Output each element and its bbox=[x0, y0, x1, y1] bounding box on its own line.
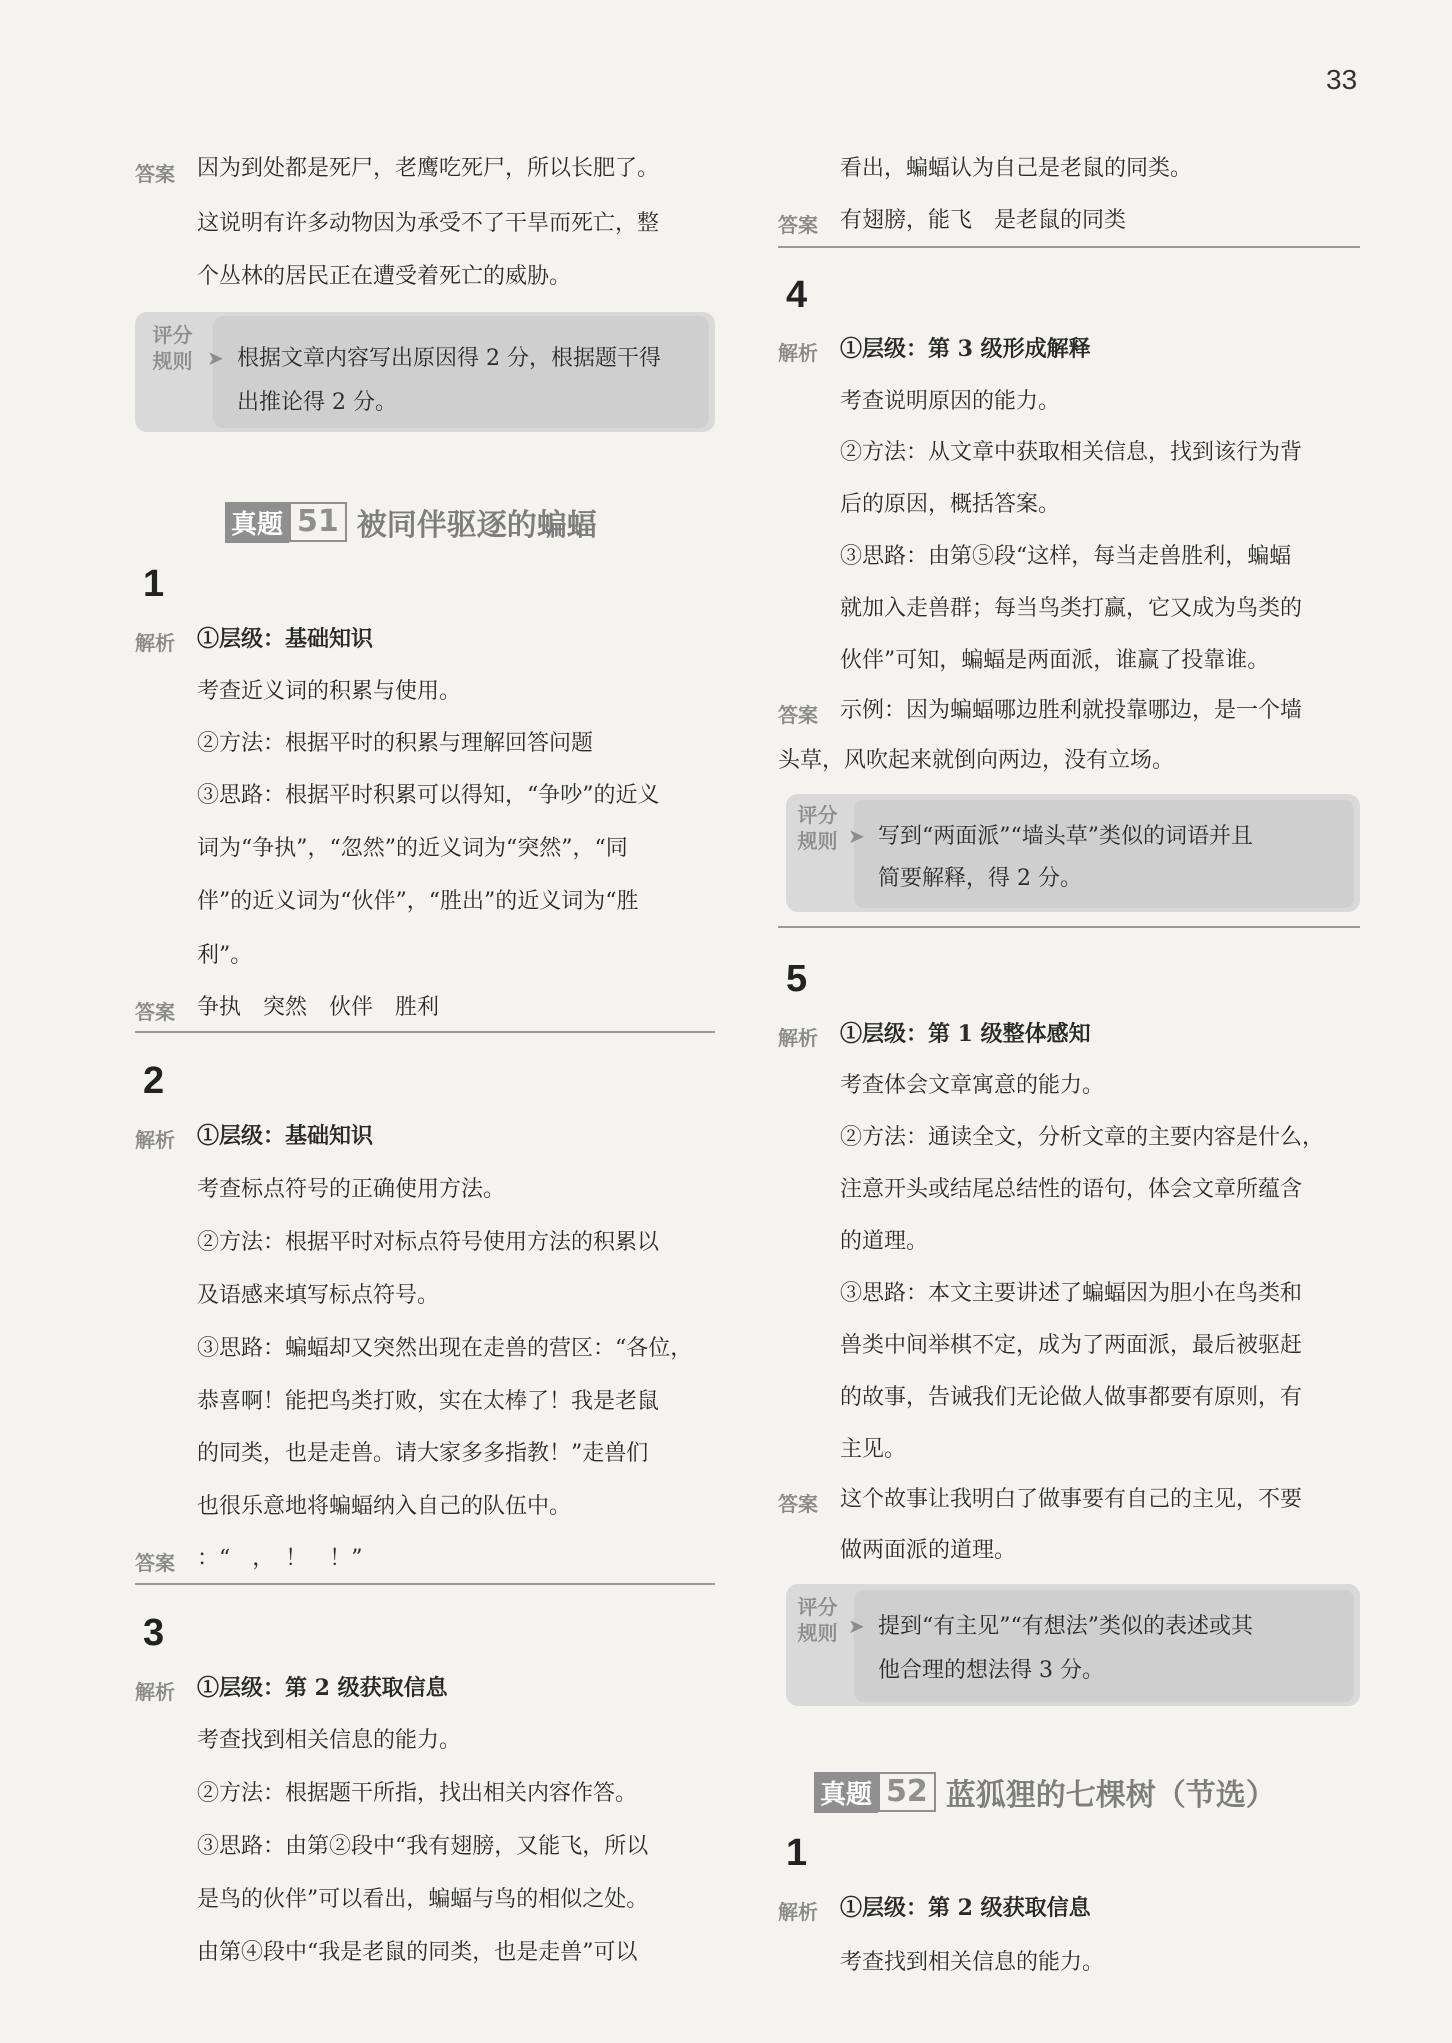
answer-line: 头草，风吹起来就倒向两边，没有立场。 bbox=[778, 748, 1175, 773]
divider bbox=[778, 926, 1360, 928]
analysis-tag: 解析 bbox=[778, 1026, 818, 1050]
analysis-idea: 兽类中间举棋不定，成为了两面派，最后被驱赶 bbox=[840, 1333, 1303, 1358]
scoring-rule-content bbox=[848, 800, 1354, 908]
scoring-rule-label: 评分 规则 bbox=[797, 1595, 838, 1645]
analysis-level-desc: 考查说明原因的能力。 bbox=[840, 389, 1061, 414]
analysis-method: ②方法：通读全文，分析文章的主要内容是什么， bbox=[840, 1125, 1325, 1150]
analysis-idea: ③思路：蝙蝠却又突然出现在走兽的营区：“各位， bbox=[197, 1336, 693, 1361]
question-number: 4 bbox=[786, 274, 808, 316]
analysis-level: ①层级：第 2 级获取信息 bbox=[840, 1895, 1091, 1921]
analysis-level: ①层级：第 3 级形成解释 bbox=[840, 336, 1091, 362]
question-number: 3 bbox=[143, 1612, 165, 1654]
section-title-51 bbox=[225, 500, 597, 544]
section-number: 52 bbox=[878, 1772, 936, 1812]
analysis-idea: ③思路：由第②段中“我有翅膀，又能飞，所以 bbox=[197, 1834, 649, 1859]
answer-line: 个丛林的居民正在遭受着死亡的威胁。 bbox=[197, 264, 572, 289]
section-label: 真题 bbox=[814, 1772, 878, 1813]
scoring-rule-content bbox=[207, 316, 709, 428]
analysis-idea: 由第④段中“我是老鼠的同类，也是走兽”可以 bbox=[197, 1940, 638, 1965]
analysis-idea: 词为“争执”，“忽然”的近义词为“突然”，“同 bbox=[197, 836, 628, 861]
analysis-method: ②方法：根据题干所指，找出相关内容作答。 bbox=[197, 1781, 638, 1806]
question-number: 1 bbox=[143, 563, 165, 605]
rule-line: 简要解释，得 2 分。 bbox=[878, 866, 1082, 891]
section-label: 真题 bbox=[225, 502, 289, 543]
analysis-idea: 利”。 bbox=[197, 943, 253, 968]
question-number: 1 bbox=[786, 1832, 808, 1874]
rule-line: 根据文章内容写出原因得 2 分，根据题干得 bbox=[237, 346, 661, 371]
analysis-level-desc: 考查近义词的积累与使用。 bbox=[197, 679, 462, 704]
answer-tag: 答案 bbox=[778, 213, 818, 237]
section-title-52 bbox=[814, 1770, 1276, 1814]
answer-line: 示例：因为蝙蝠哪边胜利就投靠哪边，是一个墙 bbox=[840, 698, 1303, 723]
analysis-idea: 伙伴”可知，蝙蝠是两面派，谁赢了投靠谁。 bbox=[840, 648, 1270, 673]
analysis-level: ①层级：第 2 级获取信息 bbox=[197, 1675, 448, 1701]
question-number: 5 bbox=[786, 958, 808, 1000]
scoring-rule-label: 评分 规则 bbox=[797, 803, 838, 853]
divider bbox=[135, 1583, 715, 1585]
answer-tag: 答案 bbox=[778, 1492, 818, 1516]
analysis-tag: 解析 bbox=[135, 1680, 175, 1704]
divider bbox=[778, 246, 1360, 248]
analysis-level: ①层级：基础知识 bbox=[197, 1123, 374, 1149]
answer-tag: 答案 bbox=[778, 703, 818, 727]
analysis-method: 注意开头或结尾总结性的语句，体会文章所蕴含 bbox=[840, 1177, 1303, 1202]
rule-line: 提到“有主见”“有想法”类似的表述或其 bbox=[878, 1614, 1253, 1639]
analysis-tag: 解析 bbox=[135, 1128, 175, 1152]
question-number: 2 bbox=[143, 1060, 165, 1102]
analysis-level: ①层级：第 1 级整体感知 bbox=[840, 1021, 1091, 1047]
analysis-method: ②方法：根据平时的积累与理解回答问题 bbox=[197, 731, 594, 756]
arrow-icon: ➤ bbox=[848, 1614, 865, 1638]
answer-line: 争执 突然 伙伴 胜利 bbox=[197, 995, 440, 1020]
answer-line: 这说明有许多动物因为承受不了干旱而死亡，整 bbox=[197, 211, 660, 236]
analysis-idea: ③思路：本文主要讲述了蝙蝠因为胆小在鸟类和 bbox=[840, 1281, 1303, 1306]
analysis-tag: 解析 bbox=[778, 341, 818, 365]
analysis-method: 的道理。 bbox=[840, 1229, 929, 1254]
rule-line: 出推论得 2 分。 bbox=[237, 390, 397, 415]
analysis-tag: 解析 bbox=[778, 1900, 818, 1924]
answer-tag: 答案 bbox=[135, 1551, 175, 1575]
answer-tag: 答案 bbox=[135, 1000, 175, 1024]
scoring-rule-content bbox=[848, 1590, 1354, 1702]
analysis-idea: ③思路：由第⑤段“这样，每当走兽胜利，蝙蝠 bbox=[840, 544, 1292, 569]
analysis-level: ①层级：基础知识 bbox=[197, 626, 374, 652]
rule-line: 他合理的想法得 3 分。 bbox=[878, 1658, 1104, 1683]
analysis-level-desc: 考查标点符号的正确使用方法。 bbox=[197, 1177, 506, 1202]
answer-line: 做两面派的道理。 bbox=[840, 1538, 1017, 1563]
analysis-idea: 主见。 bbox=[840, 1437, 907, 1462]
rule-line: 写到“两面派”“墙头草”类似的词语并且 bbox=[878, 824, 1253, 849]
analysis-idea: 伴”的近义词为“伙伴”，“胜出”的近义词为“胜 bbox=[197, 889, 639, 914]
answer-tag: 答案 bbox=[135, 162, 175, 186]
page-number: 33 bbox=[1326, 64, 1358, 95]
analysis-level-desc: 考查找到相关信息的能力。 bbox=[840, 1950, 1105, 1975]
section-text: 被同伴驱逐的蝙蝠 bbox=[356, 508, 597, 543]
answer-line: ：“ ， ！ ！” bbox=[197, 1546, 363, 1571]
analysis-method: ②方法：从文章中获取相关信息，找到该行为背 bbox=[840, 440, 1303, 465]
analysis-idea: 恭喜啊！能把鸟类打败，实在太棒了！我是老鼠 bbox=[197, 1389, 660, 1414]
scoring-rule-box bbox=[786, 1584, 1360, 1706]
arrow-icon: ➤ bbox=[848, 824, 865, 848]
section-text: 蓝狐狸的七棵树（节选） bbox=[945, 1778, 1276, 1813]
analysis-idea: 就加入走兽群；每当鸟类打赢，它又成为鸟类的 bbox=[840, 596, 1303, 621]
answer-line: 看出，蝙蝠认为自己是老鼠的同类。 bbox=[840, 156, 1193, 181]
analysis-level-desc: 考查体会文章寓意的能力。 bbox=[840, 1073, 1105, 1098]
analysis-idea: 的故事，告诫我们无论做人做事都要有原则，有 bbox=[840, 1385, 1303, 1410]
analysis-tag: 解析 bbox=[135, 631, 175, 655]
analysis-idea: 的同类，也是走兽。请大家多多指教！”走兽们 bbox=[197, 1441, 649, 1466]
scoring-rule-label: 评分 规则 bbox=[152, 323, 193, 373]
analysis-idea: 是鸟的伙伴”可以看出，蝙蝠与鸟的相似之处。 bbox=[197, 1887, 649, 1912]
analysis-method: 及语感来填写标点符号。 bbox=[197, 1283, 440, 1308]
analysis-method: ②方法：根据平时对标点符号使用方法的积累以 bbox=[197, 1230, 660, 1255]
answer-line: 有翅膀，能飞 是老鼠的同类 bbox=[840, 208, 1127, 233]
scoring-rule-box bbox=[786, 794, 1360, 912]
answer-line: 因为到处都是死尸，老鹰吃死尸，所以长肥了。 bbox=[197, 156, 660, 181]
scoring-rule-box bbox=[135, 312, 715, 432]
analysis-idea: ③思路：根据平时积累可以得知，“争吵”的近义 bbox=[197, 783, 660, 808]
answer-line: 这个故事让我明白了做事要有自己的主见，不要 bbox=[840, 1487, 1303, 1512]
section-number: 51 bbox=[289, 502, 347, 542]
analysis-idea: 也很乐意地将蝙蝠纳入自己的队伍中。 bbox=[197, 1494, 572, 1519]
analysis-method: 后的原因，概括答案。 bbox=[840, 492, 1061, 517]
divider bbox=[135, 1031, 715, 1033]
analysis-level-desc: 考查找到相关信息的能力。 bbox=[197, 1728, 462, 1753]
arrow-icon: ➤ bbox=[207, 346, 224, 370]
